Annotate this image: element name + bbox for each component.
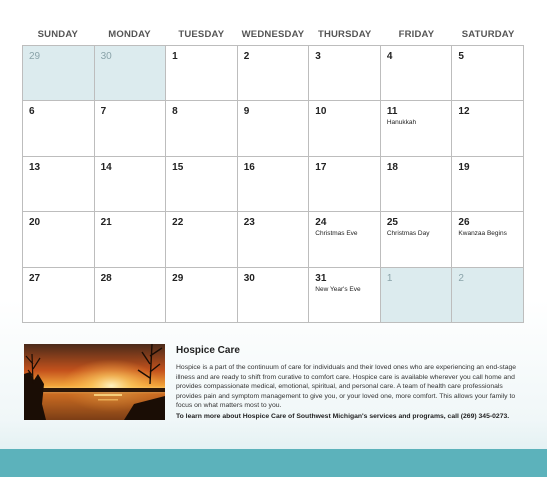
- day-number: 7: [100, 106, 107, 118]
- day-cell: [95, 268, 167, 323]
- day-cell: [166, 157, 238, 212]
- day-cell: [238, 212, 310, 267]
- info-call-to-action: To learn more about Hospice Care of Southwest Michigan's services and programs, call (269) 345-0273.: [176, 413, 510, 420]
- day-cell: [95, 157, 167, 212]
- day-number: 30: [243, 272, 255, 284]
- day-cell: [381, 46, 453, 101]
- day-number: 24: [315, 217, 327, 229]
- day-event: Hanukkah: [386, 119, 417, 127]
- day-number: 29: [172, 272, 184, 284]
- day-number: 10: [315, 106, 327, 118]
- day-number: 22: [172, 217, 184, 229]
- day-cell: [381, 212, 453, 267]
- day-cell: [166, 101, 238, 156]
- day-number: 20: [29, 217, 41, 229]
- day-number: 1: [386, 272, 393, 284]
- day-cell: [23, 157, 95, 212]
- day-number: 2: [243, 51, 250, 62]
- day-number: 17: [315, 161, 327, 173]
- day-number: 4: [386, 51, 393, 62]
- day-number: 5: [458, 51, 464, 62]
- day-cell: [452, 268, 524, 323]
- weekday-wednesday: WEDNESDAY: [241, 29, 305, 40]
- weekday-header: [22, 25, 524, 45]
- day-cell: [381, 157, 453, 212]
- day-number: 21: [100, 217, 112, 229]
- sunset-lake-photo: [24, 344, 165, 420]
- day-number: 11: [386, 106, 398, 118]
- day-number: 29: [29, 51, 41, 62]
- day-number: 26: [458, 217, 470, 229]
- day-event: New Year's Eve: [315, 285, 361, 293]
- day-cell: [166, 268, 238, 323]
- day-number: 30: [100, 51, 112, 62]
- day-number: 27: [29, 272, 41, 284]
- day-cell: [166, 46, 238, 101]
- day-number: 18: [386, 161, 398, 173]
- day-number: 13: [29, 161, 41, 173]
- day-number: 31: [315, 272, 327, 284]
- day-cell: [238, 46, 310, 101]
- day-number: 9: [243, 106, 250, 118]
- day-cell: [309, 101, 381, 156]
- info-body: Hospice is a part of the continuum of care for individuals and their loved ones who are experiencing an end-stage illness and are ready to shift from curative to comfort care. Hospice care is available wherever you call home and provides compassionate medical, emotional, spiritual, and personal care. A team of health care professionals provides pain and symptom management to give you, or your loved one, more comfort. This allows your family to focus on what matters most to you.: [176, 364, 517, 410]
- day-cell: [309, 46, 381, 101]
- weekday-friday: FRIDAY: [398, 29, 435, 40]
- day-event: Kwanzaa Begins: [458, 230, 507, 238]
- day-number: 6: [29, 106, 35, 118]
- day-number: 16: [243, 161, 255, 173]
- day-cell: [309, 268, 381, 323]
- weekday-sunday: SUNDAY: [37, 29, 79, 40]
- day-cell: [452, 101, 524, 156]
- day-number: 1: [172, 51, 178, 62]
- day-number: 14: [100, 161, 112, 173]
- day-cell: [23, 101, 95, 156]
- day-cell: [238, 157, 310, 212]
- day-cell: [95, 212, 167, 267]
- day-number: 8: [172, 106, 178, 118]
- day-cell: [309, 157, 381, 212]
- day-cell: [95, 101, 167, 156]
- day-cell: [95, 46, 167, 101]
- weekday-thursday: THURSDAY: [317, 29, 372, 40]
- day-cell: [23, 46, 95, 101]
- day-number: 19: [458, 161, 470, 173]
- day-number: 23: [243, 217, 255, 229]
- day-cell: [452, 212, 524, 267]
- day-cell: [238, 101, 310, 156]
- weekday-tuesday: TUESDAY: [178, 29, 225, 40]
- weekday-saturday: SATURDAY: [461, 29, 515, 40]
- day-cell: [452, 157, 524, 212]
- info-title: Hospice Care: [176, 345, 240, 356]
- weekday-monday: MONDAY: [108, 29, 151, 40]
- day-number: 15: [172, 161, 184, 173]
- day-number: 2: [458, 272, 464, 284]
- day-number: 28: [100, 272, 112, 284]
- day-cell: [166, 212, 238, 267]
- day-cell: [452, 46, 524, 101]
- day-cell: [23, 268, 95, 323]
- day-cell: [238, 268, 310, 323]
- day-cell: [309, 212, 381, 267]
- day-cell: [381, 268, 453, 323]
- calendar-grid: [22, 45, 524, 323]
- day-number: 3: [315, 51, 321, 62]
- day-event: Christmas Day: [386, 230, 430, 238]
- day-event: Christmas Eve: [315, 230, 358, 238]
- day-number: 12: [458, 106, 470, 118]
- day-cell: [381, 101, 453, 156]
- day-cell: [23, 212, 95, 267]
- footer-band: [0, 449, 547, 477]
- day-number: 25: [386, 217, 398, 229]
